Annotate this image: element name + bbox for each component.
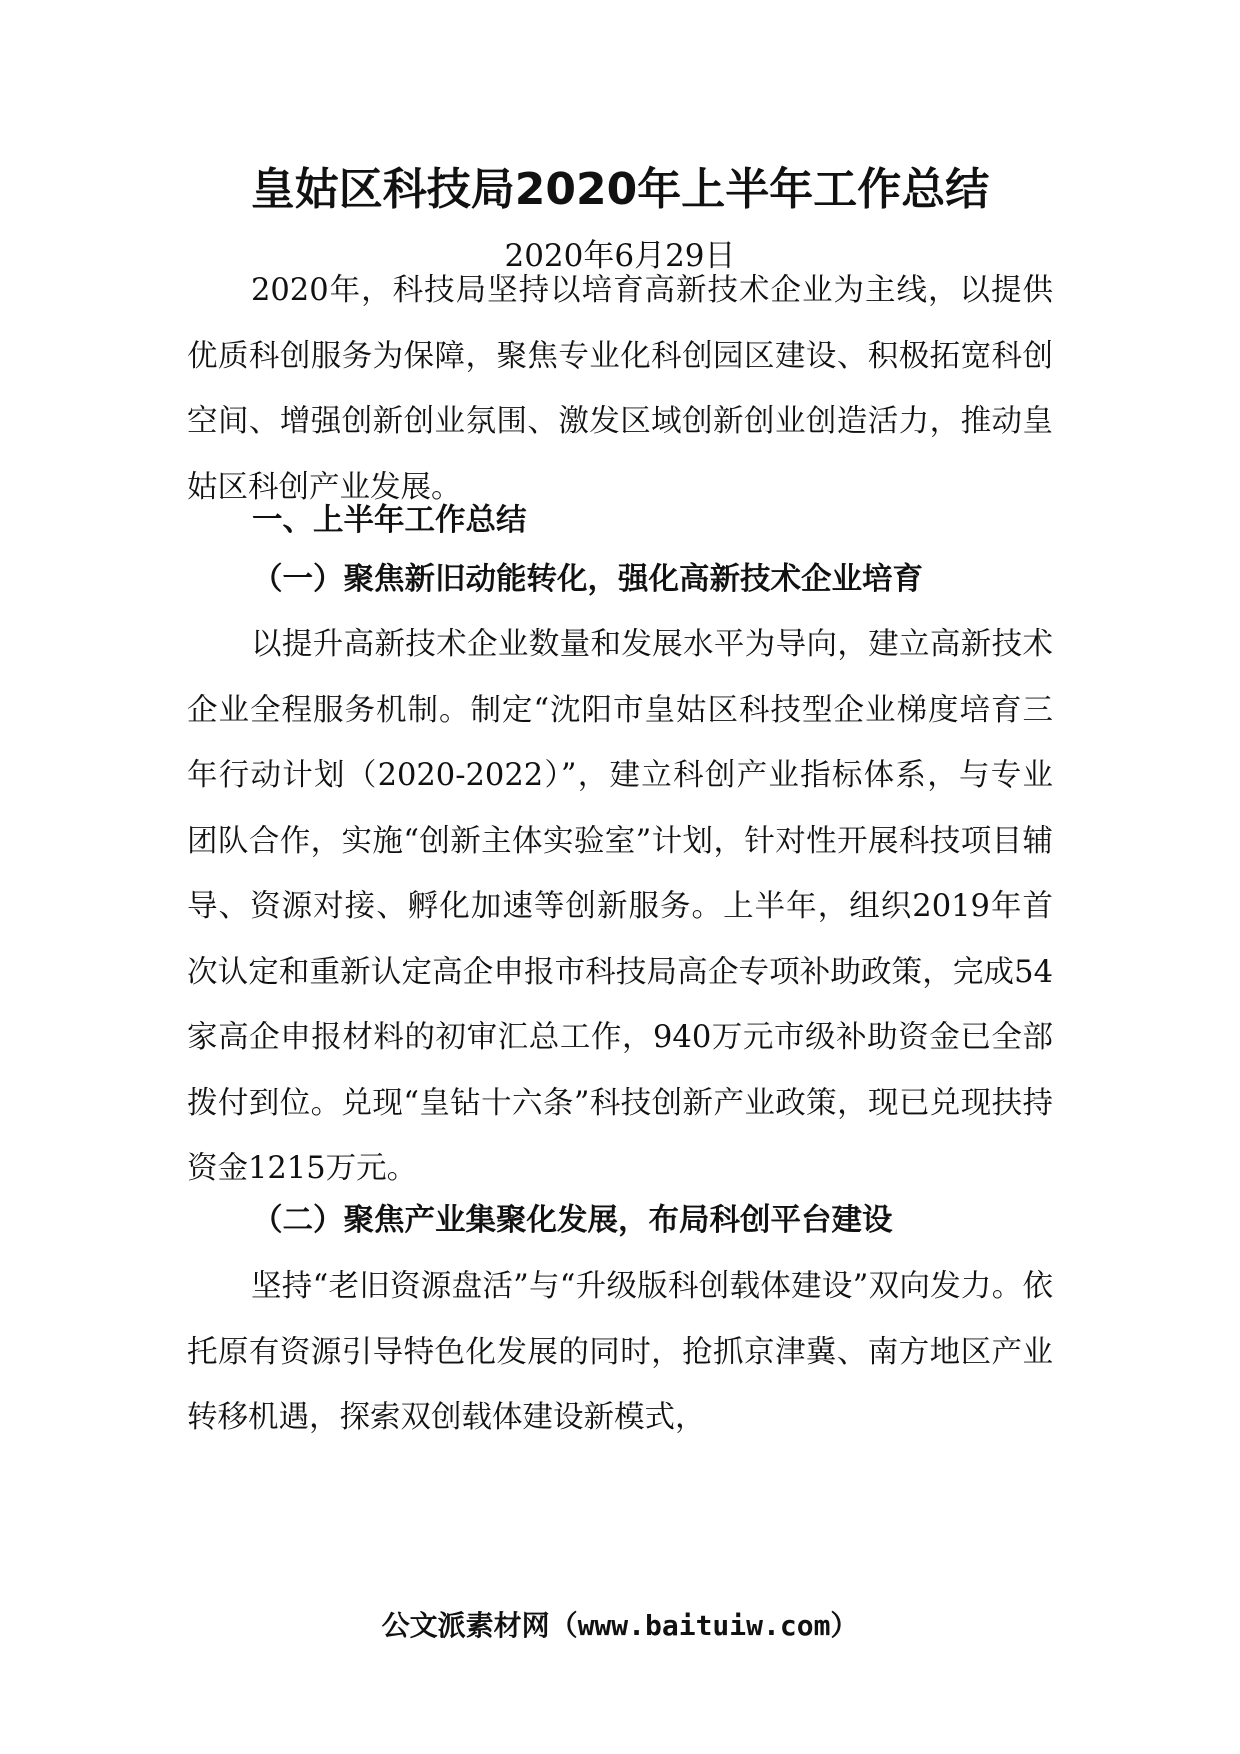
section-heading-1: 一、上半年工作总结 — [252, 503, 527, 538]
subsection-body-1: 以提升高新技术企业数量和发展水平为导向，建立高新技术企业全程服务机制。制定“沈阳市皇姑区科技型企业梯度培育三年行动计划（2020-2022）”，建立科创产业指标体系，与专业团队合作，实施“创新主体实验室”计划，针对性开展科技项目辅导、资源对接、孵化加速等创新服务。上半年，组织2019年首次认定和重新认定高企申报市科技局高企专项补助政策，完成54家高企申报材料的初审汇总工作，940万元市级补助资金已全部拨付到位。兑现“皇钻十六条”科技创新产业政策，现已兑现扶持资金1215万元。 — [187, 627, 1053, 1186]
document-title: 皇姑区科技局2020年上半年工作总结 — [250, 164, 990, 215]
subsection-body-2: 坚持“老旧资源盘活”与“升级版科创载体建设”双向发力。依托原有资源引导特色化发展的同时，抢抓京津冀、南方地区产业转移机遇，探索双创载体建设新模式， — [187, 1269, 1053, 1435]
footer-watermark: 公文派素材网（www.baituiw.com） — [381, 1609, 859, 1642]
document-date: 2020年6月29日 — [504, 238, 736, 274]
subsection-heading-2: （二）聚焦产业集聚化发展，布局科创平台建设 — [252, 1202, 893, 1238]
subsection-heading-1: （一）聚焦新旧动能转化，强化高新技术企业培育 — [252, 561, 923, 597]
intro-paragraph: 2020年，科技局坚持以培育高新技术企业为主线，以提供优质科创服务为保障，聚焦专业化科创园区建设、积极拓宽科创空间、增强创新创业氛围、激发区域创新创业创造活力，推动皇姑区科创产业发展。 — [187, 273, 1053, 505]
